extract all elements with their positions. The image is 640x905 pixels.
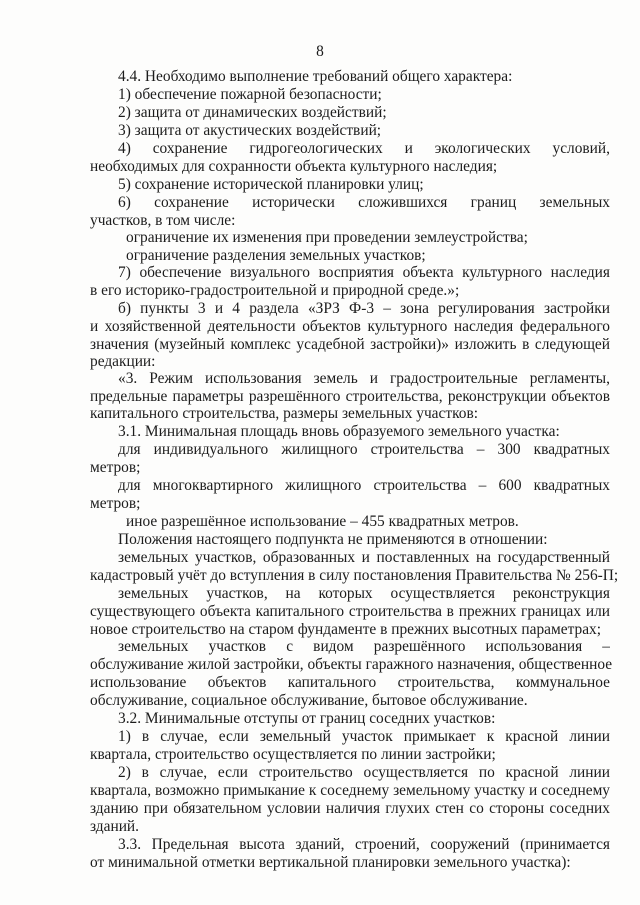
list-item: для индивидуального жилищного строительства – 300 квадратных (118, 441, 610, 458)
list-item: 5) сохранение исторической планировки улиц; (118, 176, 424, 193)
list-item: 6) сохранение исторически сложившихся границ земельных (118, 194, 610, 211)
text-line: б) пункты 3 и 4 раздела «ЗРЗ Ф-3 – зона регулирования застройки (118, 300, 610, 317)
text-line: квартала, возможно примыкание к соседнему земельному участку и соседнему (90, 782, 610, 799)
text-line: от минимальной отметки вертикальной планировки земельного участка): (90, 854, 571, 871)
text-line: использование объектов капитального строительства, коммунальное (90, 674, 610, 691)
list-item: земельных участков, на которых осуществляется реконструкция (118, 585, 610, 602)
text-line: и хозяйственной деятельности объектов культурного наследия федерального (90, 318, 610, 335)
section-heading: 3.3. Предельная высота зданий, строений, сооружений (принимается (118, 836, 610, 853)
list-item: 1) обеспечение пожарной безопасности; (118, 86, 382, 103)
text-line: ограничение разделения земельных участков; (126, 247, 426, 264)
text-line: значения (музейный комплекс усадебной застройки)» изложить в следующей (90, 336, 610, 353)
section-heading: 3.2. Минимальные отступы от границ соседних участков: (118, 710, 496, 727)
text-line: кадастровый учёт до вступления в силу постановления Правительства № 256-П; (90, 567, 619, 584)
text-line: Положения настоящего подпункта не применяются в отношении: (118, 531, 548, 548)
section-heading: 4.4. Необходимо выполнение требований общего характера: (118, 68, 513, 85)
text-line: обслуживание, социальное обслуживание, бытовое обслуживание. (90, 692, 528, 709)
text-line: новое строительство на старом фундаменте в прежних высотных параметрах; (90, 621, 601, 638)
list-item: 2) защита от динамических воздействий; (118, 104, 387, 121)
text-line: метров; (90, 459, 141, 476)
list-item: земельных участков с видом разрешённого использования – (118, 638, 610, 655)
text-line: зданий. (90, 818, 140, 835)
text-line: участков, в том числе: (90, 212, 236, 229)
text-line: «3. Режим использования земель и градостроительные регламенты, (118, 370, 610, 387)
section-heading: 3.1. Минимальная площадь вновь образуемого земельного участка: (118, 423, 560, 440)
list-item: иное разрешённое использование – 455 квадратных метров. (126, 513, 519, 530)
list-item: 4) сохранение гидрогеологических и экологических условий, (118, 140, 610, 157)
list-item: 3) защита от акустических воздействий; (118, 122, 382, 139)
list-item: земельных участков, образованных и поставленных на государственный (118, 549, 610, 566)
list-item: 2) в случае, если строительство осуществляется по красной линии (118, 764, 610, 781)
page-number: 8 (316, 43, 324, 60)
text-line: зданию при обязательном условии наличия глухих стен со стороны соседних (90, 800, 610, 817)
list-item: 7) обеспечение визуального восприятия объекта культурного наследия (118, 264, 610, 281)
text-line: обслуживание жилой застройки, объекты гаражного назначения, общественное (90, 656, 613, 673)
text-line: ограничение их изменения при проведении землеустройства; (126, 229, 528, 246)
text-line: в его историко-градостроительной и природной среде.»; (90, 282, 460, 299)
text-line: метров; (90, 495, 141, 512)
text-line: предельные параметры разрешённого строительства, реконструкции объектов (90, 388, 610, 405)
list-item: для многоквартирного жилищного строительства – 600 квадратных (118, 477, 610, 494)
text-line: существующего объекта капитального строительства в прежних границах или (90, 603, 610, 620)
list-item: 1) в случае, если земельный участок примыкает к красной линии (118, 728, 610, 745)
text-line: необходимых для сохранности объекта культурного наследия; (90, 158, 498, 175)
text-line: редакции: (90, 353, 156, 370)
text-line: капитального строительства, размеры земельных участков: (90, 405, 479, 422)
text-line: квартала, строительство осуществляется по линии застройки; (90, 746, 496, 763)
